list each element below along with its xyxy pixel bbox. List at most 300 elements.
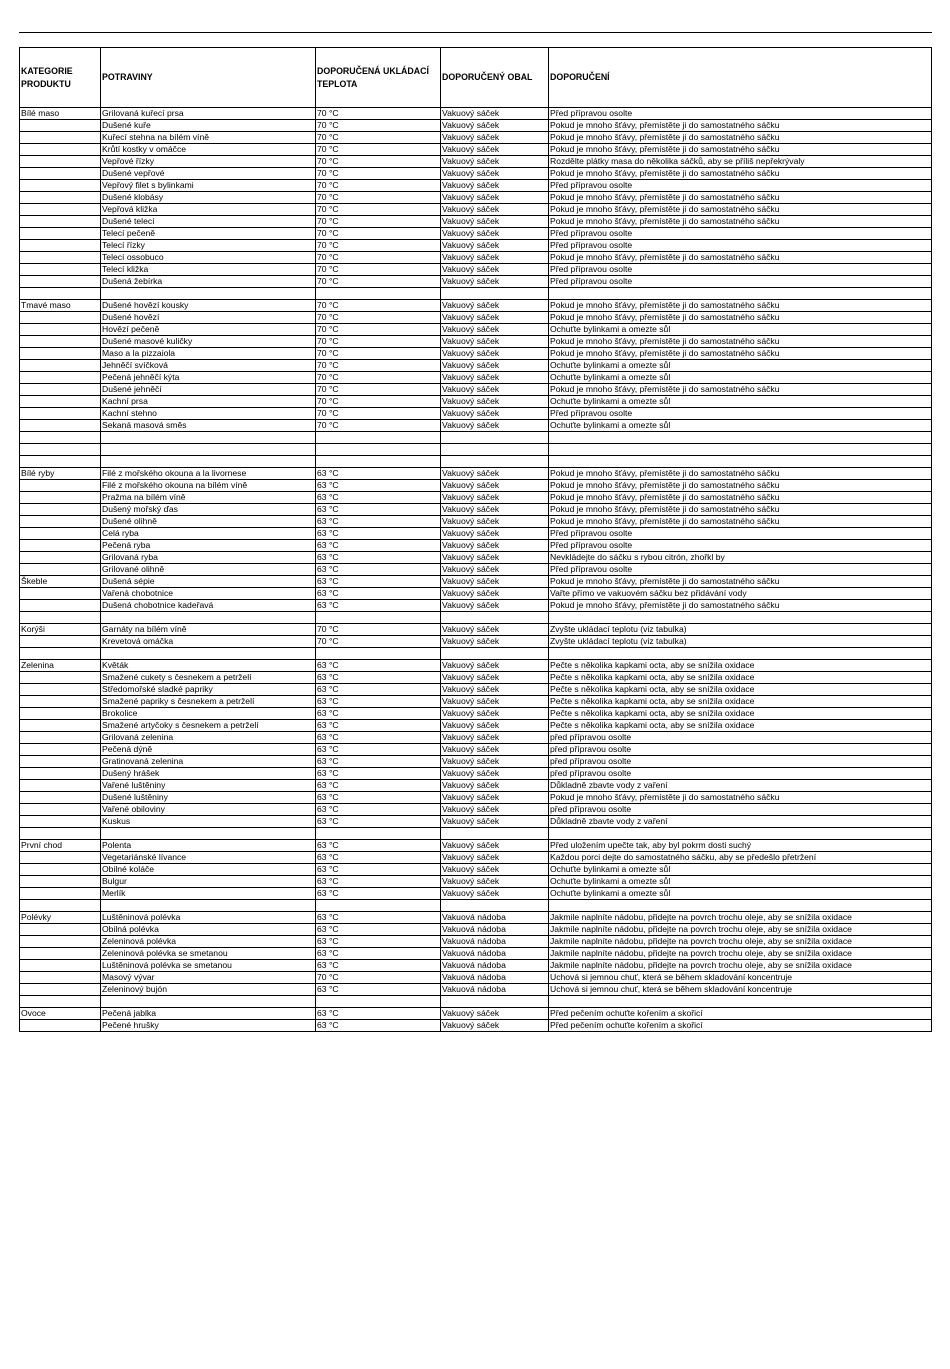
cell-temperature: 70 °C (316, 192, 441, 204)
cell-category (20, 480, 101, 492)
table-row (20, 696, 932, 708)
cell-packaging: Vakuový sáček (441, 324, 549, 336)
cell-temperature: 70 °C (316, 336, 441, 348)
cell-packaging: Vakuový sáček (441, 1020, 549, 1032)
cell-packaging: Vakuový sáček (441, 480, 549, 492)
cell-packaging: Vakuový sáček (441, 804, 549, 816)
cell-temperature: 70 °C (316, 372, 441, 384)
cell-temperature: 70 °C (316, 636, 441, 648)
cell-packaging (441, 828, 549, 840)
table-row (20, 936, 932, 948)
cell-packaging: Vakuový sáček (441, 384, 549, 396)
cell-recommendation (549, 432, 932, 444)
cell-recommendation: Ochuťte bylinkami a omezte sůl (549, 420, 932, 432)
cell-packaging: Vakuový sáček (441, 816, 549, 828)
cell-temperature: 63 °C (316, 804, 441, 816)
cell-food: Pražma na bílém víně (101, 492, 316, 504)
cell-recommendation: Uchová si jemnou chuť, která se během skladování koncentruje (549, 984, 932, 996)
cell-temperature: 63 °C (316, 600, 441, 612)
cell-temperature: 63 °C (316, 864, 441, 876)
cell-recommendation: Pokud je mnoho šťávy, přemístěte ji do samostatného sáčku (549, 168, 932, 180)
cell-packaging: Vakuový sáček (441, 876, 549, 888)
cell-recommendation: Před přípravou osolte (549, 180, 932, 192)
cell-temperature: 70 °C (316, 156, 441, 168)
cell-category (20, 696, 101, 708)
table-row (20, 156, 932, 168)
cell-food: Telecí pečeně (101, 228, 316, 240)
table-row (20, 228, 932, 240)
table-row (20, 780, 932, 792)
cell-food: Dušené luštěniny (101, 792, 316, 804)
table-row (20, 204, 932, 216)
cell-packaging: Vakuový sáček (441, 420, 549, 432)
cell-temperature: 70 °C (316, 384, 441, 396)
cell-category (20, 984, 101, 996)
cell-packaging: Vakuová nádoba (441, 960, 549, 972)
cell-packaging: Vakuový sáček (441, 552, 549, 564)
cell-food: Gratinovaná zelenina (101, 756, 316, 768)
table-row (20, 984, 932, 996)
cell-temperature: 70 °C (316, 264, 441, 276)
cell-category: Škeble (20, 576, 101, 588)
cell-packaging (441, 900, 549, 912)
cell-category (20, 792, 101, 804)
table-row (20, 948, 932, 960)
cell-recommendation (549, 612, 932, 624)
cell-temperature: 70 °C (316, 972, 441, 984)
cell-food: Smažené papriky s česnekem a petrželí (101, 696, 316, 708)
cell-category (20, 324, 101, 336)
table-row (20, 768, 932, 780)
cell-recommendation: Pokud je mnoho šťávy, přemístěte ji do samostatného sáčku (549, 216, 932, 228)
cell-packaging (441, 612, 549, 624)
cell-category (20, 504, 101, 516)
cell-packaging: Vakuová nádoba (441, 972, 549, 984)
cell-packaging (441, 288, 549, 300)
cell-recommendation: Pokud je mnoho šťávy, přemístěte ji do samostatného sáčku (549, 384, 932, 396)
cell-recommendation: Pokud je mnoho šťávy, přemístěte ji do samostatného sáčku (549, 348, 932, 360)
cell-recommendation: Pokud je mnoho šťávy, přemístěte ji do samostatného sáčku (549, 252, 932, 264)
cell-packaging: Vakuový sáček (441, 132, 549, 144)
cell-category (20, 264, 101, 276)
table-row (20, 636, 932, 648)
cell-category (20, 768, 101, 780)
cell-packaging: Vakuový sáček (441, 672, 549, 684)
cell-packaging: Vakuový sáček (441, 684, 549, 696)
cell-temperature: 63 °C (316, 888, 441, 900)
cell-temperature: 63 °C (316, 708, 441, 720)
cell-food: Filé z mořského okouna a la livornese (101, 468, 316, 480)
cell-food: Vařené obiloviny (101, 804, 316, 816)
cell-category (20, 528, 101, 540)
cell-category: Ovoce (20, 1008, 101, 1020)
cell-category: Korýši (20, 624, 101, 636)
cell-packaging: Vakuový sáček (441, 852, 549, 864)
cell-food: Květák (101, 660, 316, 672)
cell-packaging: Vakuový sáček (441, 144, 549, 156)
cell-food: Vegetariánské lívance (101, 852, 316, 864)
cell-food: Kuřecí stehna na bílém víně (101, 132, 316, 144)
table-row (20, 564, 932, 576)
cell-food: Dušená žebírka (101, 276, 316, 288)
cell-food: Kuskus (101, 816, 316, 828)
cell-temperature: 63 °C (316, 960, 441, 972)
table-row (20, 408, 932, 420)
table-row (20, 372, 932, 384)
cell-temperature: 63 °C (316, 744, 441, 756)
cell-recommendation: Ochuťte bylinkami a omezte sůl (549, 324, 932, 336)
cell-packaging: Vakuový sáček (441, 696, 549, 708)
cell-category (20, 684, 101, 696)
cell-packaging: Vakuový sáček (441, 468, 549, 480)
cell-food: Grilovaná kuřecí prsa (101, 108, 316, 120)
cell-food (101, 996, 316, 1008)
cell-temperature: 63 °C (316, 468, 441, 480)
cell-food (101, 612, 316, 624)
cell-temperature: 70 °C (316, 360, 441, 372)
cell-recommendation: Ochuťte bylinkami a omezte sůl (549, 876, 932, 888)
cell-packaging: Vakuový sáček (441, 588, 549, 600)
cell-packaging: Vakuový sáček (441, 528, 549, 540)
cell-temperature: 63 °C (316, 528, 441, 540)
table-row (20, 288, 932, 300)
cell-recommendation: Pečte s několika kapkami octa, aby se snížila oxidace (549, 660, 932, 672)
cell-temperature: 63 °C (316, 768, 441, 780)
table-row (20, 840, 932, 852)
cell-recommendation: před přípravou osolte (549, 768, 932, 780)
cell-recommendation: Pokud je mnoho šťávy, přemístěte ji do samostatného sáčku (549, 468, 932, 480)
table-row (20, 336, 932, 348)
cell-food: Dušené hovězí kousky (101, 300, 316, 312)
cell-food (101, 456, 316, 468)
cell-temperature: 63 °C (316, 852, 441, 864)
cell-food: Vepřová kližka (101, 204, 316, 216)
table-row (20, 924, 932, 936)
cell-recommendation: Před přípravou osolte (549, 564, 932, 576)
table-row (20, 756, 932, 768)
cell-recommendation (549, 900, 932, 912)
cell-food: Dušená sépie (101, 576, 316, 588)
cell-packaging: Vakuový sáček (441, 276, 549, 288)
cell-food: Masový vývar (101, 972, 316, 984)
cell-category: Zelenina (20, 660, 101, 672)
cell-temperature: 63 °C (316, 540, 441, 552)
cell-category (20, 276, 101, 288)
cell-recommendation: Pečte s několika kapkami octa, aby se snížila oxidace (549, 720, 932, 732)
cell-temperature: 63 °C (316, 684, 441, 696)
cell-category (20, 240, 101, 252)
cell-temperature: 70 °C (316, 408, 441, 420)
table-row (20, 588, 932, 600)
cell-temperature: 63 °C (316, 924, 441, 936)
table-row (20, 252, 932, 264)
cell-food (101, 900, 316, 912)
cell-temperature: 70 °C (316, 228, 441, 240)
cell-temperature (316, 996, 441, 1008)
top-rule (19, 32, 932, 33)
cell-food: Polenta (101, 840, 316, 852)
cell-temperature: 70 °C (316, 324, 441, 336)
table-row (20, 600, 932, 612)
table-row (20, 504, 932, 516)
table-row (20, 192, 932, 204)
cell-category (20, 996, 101, 1008)
cell-temperature: 63 °C (316, 876, 441, 888)
cell-food: Luštěninová polévka (101, 912, 316, 924)
cell-recommendation: Pokud je mnoho šťávy, přemístěte ji do samostatného sáčku (549, 204, 932, 216)
cell-packaging: Vakuový sáček (441, 888, 549, 900)
cell-recommendation: Důkladně zbavte vody z vaření (549, 816, 932, 828)
cell-recommendation: Rozdělte plátky masa do několika sáčků, aby se příliš nepřekrývaly (549, 156, 932, 168)
table-row (20, 516, 932, 528)
table-row (20, 972, 932, 984)
cell-category (20, 288, 101, 300)
cell-recommendation (549, 288, 932, 300)
cell-food: Smažené cukety s česnekem a petrželí (101, 672, 316, 684)
cell-recommendation: Pokud je mnoho šťávy, přemístěte ji do samostatného sáčku (549, 120, 932, 132)
cell-food: Dušené vepřové (101, 168, 316, 180)
cell-category (20, 120, 101, 132)
header-recommendation: DOPORUČENÍ (549, 48, 932, 108)
cell-category (20, 348, 101, 360)
cell-food (101, 432, 316, 444)
cell-recommendation (549, 828, 932, 840)
cell-category (20, 360, 101, 372)
cell-food: Středomořské sladké papriky (101, 684, 316, 696)
cell-food: Brokolice (101, 708, 316, 720)
cell-temperature: 70 °C (316, 396, 441, 408)
table-row (20, 348, 932, 360)
table-row (20, 216, 932, 228)
cell-temperature: 70 °C (316, 252, 441, 264)
cell-packaging: Vakuový sáček (441, 264, 549, 276)
table-row (20, 648, 932, 660)
cell-recommendation: Pokud je mnoho šťávy, přemístěte ji do samostatného sáčku (549, 492, 932, 504)
cell-food: Obilná polévka (101, 924, 316, 936)
cell-category: První chod (20, 840, 101, 852)
cell-temperature: 70 °C (316, 240, 441, 252)
cell-recommendation: Před pečením ochuťte kořením a skořicí (549, 1020, 932, 1032)
food-storage-table (19, 47, 932, 1032)
cell-packaging: Vakuový sáček (441, 240, 549, 252)
cell-food (101, 444, 316, 456)
cell-category: Bílé maso (20, 108, 101, 120)
cell-category (20, 588, 101, 600)
cell-category (20, 672, 101, 684)
table-row (20, 528, 932, 540)
cell-category (20, 936, 101, 948)
cell-food: Telecí ossobuco (101, 252, 316, 264)
cell-packaging (441, 996, 549, 1008)
cell-category (20, 600, 101, 612)
cell-category (20, 144, 101, 156)
cell-category (20, 372, 101, 384)
cell-category (20, 444, 101, 456)
cell-food: Vařená chobotnice (101, 588, 316, 600)
table-row (20, 672, 932, 684)
cell-category (20, 972, 101, 984)
cell-category (20, 492, 101, 504)
cell-packaging: Vakuový sáček (441, 120, 549, 132)
table-row (20, 468, 932, 480)
header-row (20, 48, 932, 108)
cell-packaging: Vakuový sáček (441, 300, 549, 312)
cell-packaging: Vakuový sáček (441, 312, 549, 324)
cell-temperature: 63 °C (316, 1008, 441, 1020)
cell-recommendation: Pečte s několika kapkami octa, aby se snížila oxidace (549, 696, 932, 708)
cell-temperature: 63 °C (316, 660, 441, 672)
cell-temperature: 63 °C (316, 936, 441, 948)
cell-recommendation: Pokud je mnoho šťávy, přemístěte ji do samostatného sáčku (549, 336, 932, 348)
cell-category (20, 336, 101, 348)
table-row (20, 132, 932, 144)
cell-category (20, 948, 101, 960)
table-row (20, 276, 932, 288)
cell-food: Pečená ryba (101, 540, 316, 552)
cell-temperature: 63 °C (316, 552, 441, 564)
header-category: KATEGORIE PRODUKTU (20, 48, 101, 108)
cell-temperature (316, 456, 441, 468)
table-row (20, 264, 932, 276)
cell-temperature: 70 °C (316, 312, 441, 324)
cell-food: Krevetová omáčka (101, 636, 316, 648)
cell-recommendation: Pokud je mnoho šťávy, přemístěte ji do samostatného sáčku (549, 516, 932, 528)
header-food: POTRAVINY (101, 48, 316, 108)
cell-food: Dušená chobotnice kadeřavá (101, 600, 316, 612)
cell-food: Pečená jablka (101, 1008, 316, 1020)
cell-food: Maso a la pizzaiola (101, 348, 316, 360)
cell-packaging: Vakuový sáček (441, 600, 549, 612)
cell-food: Dušené klobásy (101, 192, 316, 204)
table-row (20, 804, 932, 816)
cell-temperature: 70 °C (316, 204, 441, 216)
cell-category (20, 180, 101, 192)
cell-recommendation: Zvyšte ukládací teplotu (viz tabulka) (549, 624, 932, 636)
table-row (20, 576, 932, 588)
cell-packaging (441, 444, 549, 456)
cell-temperature: 70 °C (316, 300, 441, 312)
cell-recommendation: Před přípravou osolte (549, 228, 932, 240)
header-packaging: DOPORUČENÝ OBAL (441, 48, 549, 108)
cell-temperature: 70 °C (316, 144, 441, 156)
table-row (20, 624, 932, 636)
cell-category (20, 828, 101, 840)
cell-recommendation: Jakmile naplníte nádobu, přidejte na povrch trochu oleje, aby se snížila oxidace (549, 924, 932, 936)
table-row (20, 312, 932, 324)
table-row (20, 540, 932, 552)
table-row (20, 384, 932, 396)
cell-recommendation: Ochuťte bylinkami a omezte sůl (549, 372, 932, 384)
table-row (20, 828, 932, 840)
cell-packaging: Vakuový sáček (441, 216, 549, 228)
cell-temperature: 70 °C (316, 348, 441, 360)
table-row (20, 732, 932, 744)
cell-packaging: Vakuový sáček (441, 360, 549, 372)
cell-food: Dušené jehněčí (101, 384, 316, 396)
cell-packaging: Vakuový sáček (441, 180, 549, 192)
cell-packaging: Vakuový sáček (441, 840, 549, 852)
cell-recommendation: Pokud je mnoho šťávy, přemístěte ji do samostatného sáčku (549, 576, 932, 588)
cell-category (20, 420, 101, 432)
cell-category (20, 900, 101, 912)
cell-packaging: Vakuový sáček (441, 624, 549, 636)
cell-temperature (316, 288, 441, 300)
table-row (20, 996, 932, 1008)
cell-temperature: 63 °C (316, 516, 441, 528)
cell-food: Zeleninová polévka (101, 936, 316, 948)
table-row (20, 960, 932, 972)
cell-packaging: Vakuový sáček (441, 540, 549, 552)
table-row (20, 444, 932, 456)
cell-recommendation: Pokud je mnoho šťávy, přemístěte ji do samostatného sáčku (549, 312, 932, 324)
cell-category: Tmavé maso (20, 300, 101, 312)
cell-packaging: Vakuová nádoba (441, 936, 549, 948)
cell-food: Jehněčí svíčková (101, 360, 316, 372)
cell-recommendation: Ochuťte bylinkami a omezte sůl (549, 864, 932, 876)
cell-recommendation: Pokud je mnoho šťávy, přemístěte ji do samostatného sáčku (549, 300, 932, 312)
table-row (20, 684, 932, 696)
cell-recommendation: před přípravou osolte (549, 744, 932, 756)
table-row (20, 816, 932, 828)
cell-temperature: 70 °C (316, 624, 441, 636)
table-row (20, 324, 932, 336)
cell-temperature (316, 828, 441, 840)
cell-recommendation (549, 648, 932, 660)
cell-packaging: Vakuová nádoba (441, 924, 549, 936)
cell-packaging: Vakuová nádoba (441, 912, 549, 924)
cell-recommendation: Jakmile naplníte nádobu, přidejte na povrch trochu oleje, aby se snížila oxidace (549, 936, 932, 948)
cell-food: Vepřové řízky (101, 156, 316, 168)
cell-packaging: Vakuová nádoba (441, 984, 549, 996)
cell-packaging: Vakuový sáček (441, 792, 549, 804)
cell-packaging: Vakuový sáček (441, 504, 549, 516)
cell-food: Smažené artyčoky s česnekem a petrželí (101, 720, 316, 732)
cell-food: Pečená jehněčí kýta (101, 372, 316, 384)
cell-recommendation (549, 444, 932, 456)
cell-category (20, 396, 101, 408)
cell-category (20, 1020, 101, 1032)
cell-food: Dušený hrášek (101, 768, 316, 780)
table-row (20, 120, 932, 132)
cell-packaging: Vakuový sáček (441, 636, 549, 648)
cell-packaging: Vakuový sáček (441, 720, 549, 732)
cell-packaging: Vakuový sáček (441, 336, 549, 348)
cell-category (20, 648, 101, 660)
table-row (20, 480, 932, 492)
cell-food (101, 288, 316, 300)
table-row (20, 612, 932, 624)
cell-food: Telecí kližka (101, 264, 316, 276)
table-row (20, 300, 932, 312)
cell-food: Bulgur (101, 876, 316, 888)
cell-category (20, 384, 101, 396)
cell-recommendation: Zvyšte ukládací teplotu (viz tabulka) (549, 636, 932, 648)
cell-category (20, 780, 101, 792)
cell-temperature: 63 °C (316, 816, 441, 828)
cell-packaging: Vakuový sáček (441, 660, 549, 672)
cell-category (20, 708, 101, 720)
cell-packaging: Vakuový sáček (441, 492, 549, 504)
cell-category (20, 252, 101, 264)
cell-food (101, 648, 316, 660)
cell-temperature: 63 °C (316, 756, 441, 768)
cell-packaging: Vakuový sáček (441, 348, 549, 360)
cell-food: Dušené olihně (101, 516, 316, 528)
cell-food: Kachní prsa (101, 396, 316, 408)
cell-packaging: Vakuový sáček (441, 576, 549, 588)
cell-recommendation: Pokud je mnoho šťávy, přemístěte ji do samostatného sáčku (549, 192, 932, 204)
table-row (20, 144, 932, 156)
